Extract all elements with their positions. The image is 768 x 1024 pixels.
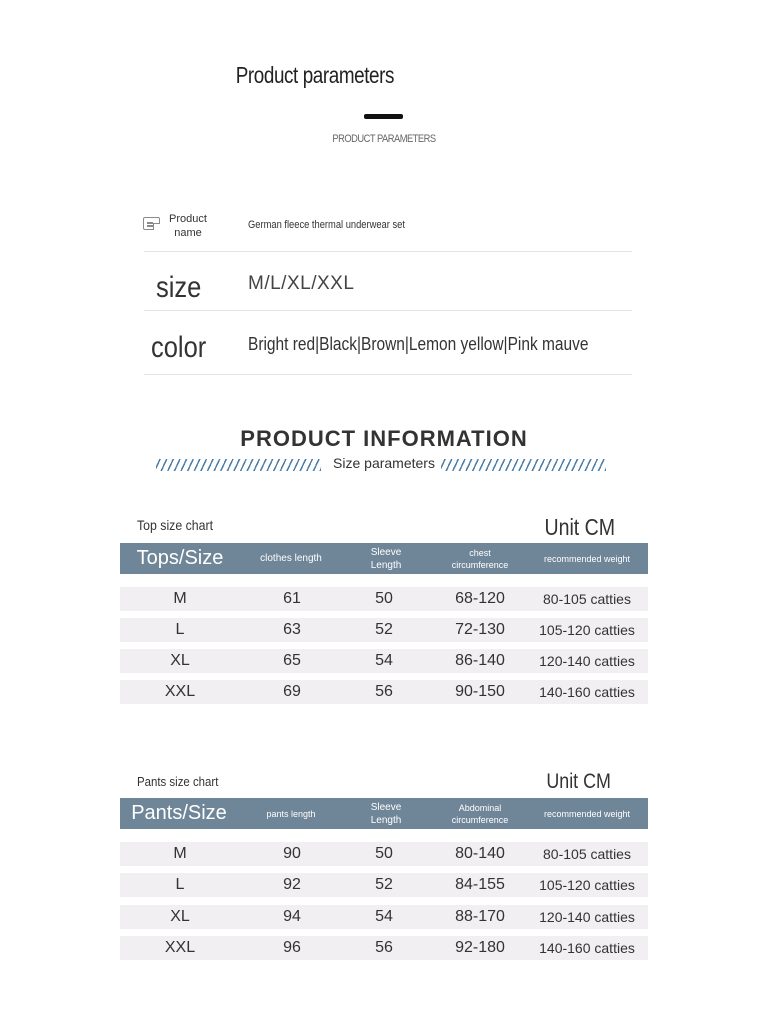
- cell-abdominal: 88-170: [455, 908, 505, 925]
- cell-abdominal: 80-140: [455, 845, 505, 862]
- pants-chart-title: Pants size chart: [137, 774, 219, 789]
- cell-sleeve: 52: [375, 621, 393, 638]
- color-value: Bright red|Black|Brown|Lemon yellow|Pink mauve: [248, 334, 589, 354]
- divider: [144, 251, 632, 252]
- cell-length: 69: [283, 683, 301, 700]
- id-card-icon: [143, 217, 160, 230]
- header-size: Pants/Size: [131, 802, 227, 824]
- info-title: PRODUCT INFORMATION: [240, 426, 528, 451]
- cell-weight: 140-160 catties: [539, 684, 635, 700]
- cell-size: L: [175, 621, 185, 638]
- header-sleeve-length: Sleeve Length: [370, 801, 402, 826]
- header-chest-circumference: chest circumference: [451, 547, 509, 570]
- info-subtitle: Size parameters: [333, 455, 435, 471]
- pants-unit: Unit CM: [546, 770, 611, 793]
- header-pants-length: pants length: [266, 808, 316, 819]
- header-recommended-weight: recommended weight: [543, 553, 631, 564]
- cell-length: 96: [283, 939, 301, 956]
- page-subtitle: PRODUCT PARAMETERS: [332, 133, 436, 145]
- table-row: [120, 842, 648, 866]
- cell-chest: 68-120: [455, 590, 505, 607]
- cell-weight: 105-120 catties: [539, 622, 635, 638]
- cell-length: 65: [283, 652, 301, 669]
- header-size: Tops/Size: [136, 547, 224, 569]
- cell-length: 63: [283, 621, 301, 638]
- cell-chest: 72-130: [455, 621, 505, 638]
- divider: [144, 374, 632, 375]
- table-row: [120, 680, 648, 704]
- header-abdominal-circumference: Abdominal circumference: [451, 802, 509, 825]
- cell-size: XXL: [164, 939, 196, 956]
- header-clothes-length: clothes length: [260, 553, 322, 564]
- cell-weight: 105-120 catties: [539, 877, 635, 893]
- cell-abdominal: 92-180: [455, 939, 505, 956]
- cell-weight: 120-140 catties: [539, 909, 635, 925]
- page-title: Product parameters: [235, 62, 394, 88]
- cell-sleeve: 54: [375, 908, 393, 925]
- divider: [144, 310, 632, 311]
- cell-length: 90: [283, 845, 301, 862]
- pants-table-header: [120, 798, 648, 829]
- tops-unit: Unit CM: [544, 514, 615, 540]
- cell-sleeve: 50: [375, 590, 393, 607]
- cell-size: XL: [170, 652, 190, 669]
- product-name-label: Product name: [169, 213, 207, 239]
- cell-weight: 80-105 catties: [543, 846, 631, 862]
- cell-sleeve: 54: [375, 652, 393, 669]
- cell-chest: 86-140: [455, 652, 505, 669]
- cell-sleeve: 52: [375, 876, 393, 893]
- cell-length: 92: [283, 876, 301, 893]
- table-row: [120, 587, 648, 611]
- hatch-decoration-right: [441, 459, 606, 471]
- product-name-value: German fleece thermal underwear set: [248, 219, 405, 231]
- cell-sleeve: 50: [375, 845, 393, 862]
- cell-weight: 140-160 catties: [539, 940, 635, 956]
- cell-sleeve: 56: [375, 939, 393, 956]
- tops-chart-title: Top size chart: [137, 517, 214, 533]
- color-label: color: [151, 331, 207, 364]
- size-label: size: [156, 271, 202, 304]
- table-row: [120, 936, 648, 960]
- cell-size: XL: [170, 908, 190, 925]
- cell-chest: 90-150: [455, 683, 505, 700]
- cell-weight: 120-140 catties: [539, 653, 635, 669]
- table-row: [120, 905, 648, 929]
- cell-weight: 80-105 catties: [543, 591, 631, 607]
- cell-size: XXL: [164, 683, 196, 700]
- tops-table-header: [120, 543, 648, 574]
- table-row: [120, 618, 648, 642]
- cell-length: 94: [283, 908, 301, 925]
- title-underline: [364, 114, 403, 119]
- table-row: [120, 649, 648, 673]
- table-row: [120, 873, 648, 897]
- cell-size: M: [173, 845, 187, 862]
- cell-sleeve: 56: [375, 683, 393, 700]
- size-value: M/L/XL/XXL: [248, 273, 355, 294]
- header-recommended-weight: recommended weight: [543, 808, 631, 819]
- header-sleeve-length: Sleeve Length: [370, 546, 402, 571]
- cell-size: L: [175, 876, 185, 893]
- cell-size: M: [173, 590, 187, 607]
- cell-length: 61: [283, 590, 301, 607]
- cell-abdominal: 84-155: [455, 876, 505, 893]
